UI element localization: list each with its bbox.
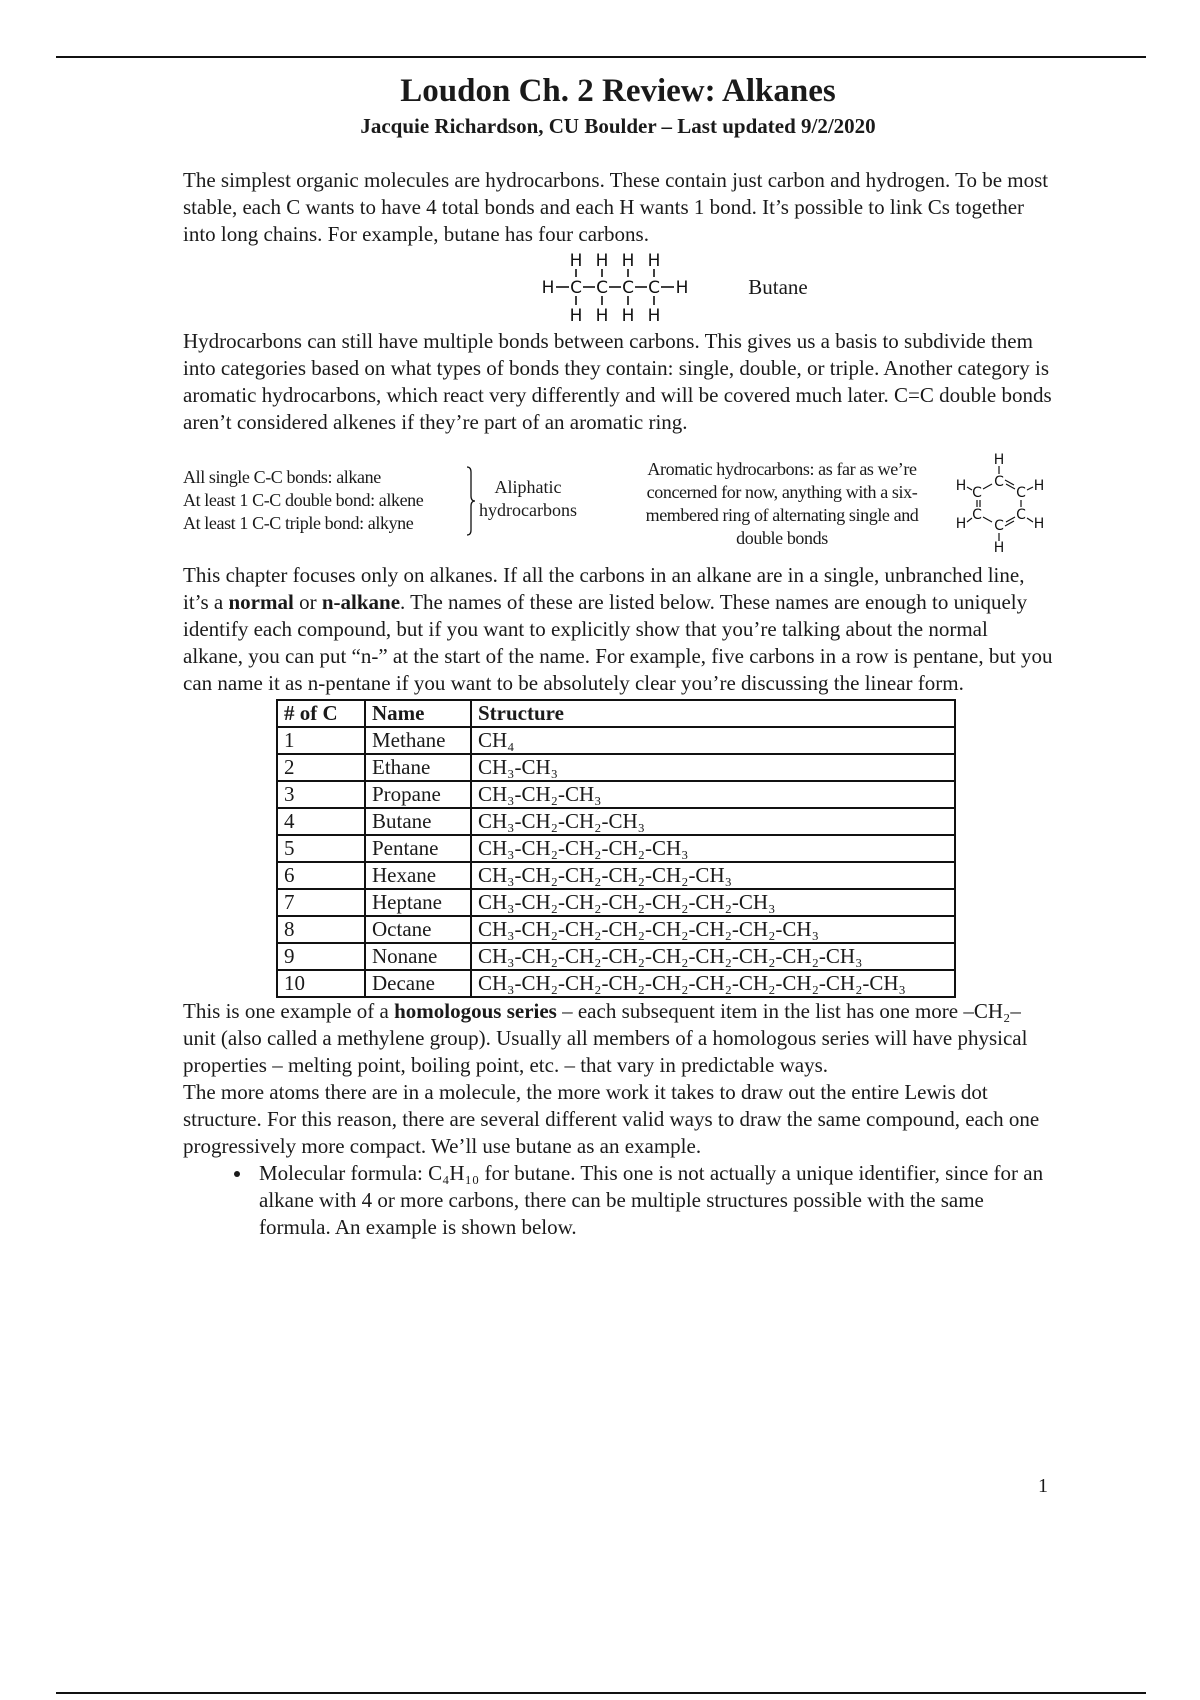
text-run: This chapter focuses only on alkanes. If all the carbons in an alkane are in a single, unbranched line, it’s a xyxy=(183,562,1025,614)
table-header-row xyxy=(277,700,955,727)
svg-text:C: C xyxy=(994,473,1004,490)
alkane-name-cell: Nonane xyxy=(365,943,471,970)
term-homologous-series: homologous series xyxy=(394,998,557,1023)
svg-text:H: H xyxy=(647,250,661,271)
svg-text:C: C xyxy=(972,484,982,501)
structure-cell: CH₃-CH₂-CH₂-CH₂-CH₂-CH₂-CH₂-CH₂-CH₃ xyxy=(471,943,955,970)
table-row xyxy=(277,781,955,808)
svg-text:C: C xyxy=(596,277,609,298)
svg-text:H: H xyxy=(993,451,1005,468)
page-subtitle: Jacquie Richardson, CU Boulder – Last updated 9/2/2020 xyxy=(360,113,876,138)
term-normal: normal xyxy=(228,589,294,614)
classification-item: At least 1 C-C double bond: alkene xyxy=(183,489,424,510)
svg-text:H: H xyxy=(955,515,967,532)
svg-text:H: H xyxy=(647,305,661,326)
table-row xyxy=(277,916,955,943)
structure-cell: CH₃-CH₂-CH₃ xyxy=(471,781,955,808)
representation-list xyxy=(183,1160,1053,1241)
alkane-names-table xyxy=(276,699,956,998)
table-row xyxy=(277,727,955,754)
alkane-name-cell: Hexane xyxy=(365,862,471,889)
svg-text:H: H xyxy=(1033,477,1045,494)
alkane-name-cell: Propane xyxy=(365,781,471,808)
column-header: Name xyxy=(365,700,471,727)
structure-cell: CH₃-CH₂-CH₂-CH₂-CH₃ xyxy=(471,835,955,862)
structure-cell: CH₃-CH₂-CH₂-CH₂-CH₂-CH₂-CH₂-CH₂-CH₂-CH₃ xyxy=(471,970,955,997)
carbon-count-cell: 9 xyxy=(277,943,365,970)
aliphatic-label xyxy=(473,476,583,522)
alkane-name-cell: Decane xyxy=(365,970,471,997)
document-page xyxy=(183,68,1053,1241)
classification-item: All single C-C bonds: alkane xyxy=(183,466,381,487)
table-body xyxy=(277,727,955,997)
classification-item: At least 1 C-C triple bond: alkyne xyxy=(183,512,414,533)
hydrocarbon-classification xyxy=(183,450,1053,562)
column-header: # of C xyxy=(277,700,365,727)
text-run: This is one example of a xyxy=(183,998,395,1023)
column-header: Structure xyxy=(471,700,955,727)
table-row xyxy=(277,943,955,970)
svg-text:C: C xyxy=(972,506,982,523)
svg-text:H: H xyxy=(955,477,967,494)
normal-alkane-paragraph xyxy=(183,562,1053,697)
page-title: Loudon Ch. 2 Review: Alkanes xyxy=(400,73,836,109)
term-n-alkane: n-alkane xyxy=(321,589,401,614)
svg-text:H: H xyxy=(675,277,689,298)
bottom-rule xyxy=(56,1692,1146,1694)
table-row xyxy=(277,835,955,862)
svg-text:C: C xyxy=(994,517,1004,534)
carbon-count-cell: 4 xyxy=(277,808,365,835)
structure-cell: CH₄ xyxy=(471,727,955,754)
svg-text:C: C xyxy=(1016,484,1026,501)
butane-figure xyxy=(183,248,1053,328)
aliphatic-label-line1: Aliphatic xyxy=(494,476,562,497)
top-rule xyxy=(56,56,1146,58)
classification-list xyxy=(183,466,423,535)
structure-cell: CH₃-CH₂-CH₂-CH₂-CH₂-CH₂-CH₂-CH₃ xyxy=(471,916,955,943)
svg-text:H: H xyxy=(621,250,635,271)
intro-paragraph: The simplest organic molecules are hydrocarbons. These contain just carbon and hydrogen. To be most stable, each C wants to have 4 total bonds and each H wants 1 bond. It’s possible to link Cs together into long chains. For example, butane has four carbons. xyxy=(183,167,1049,246)
table-row xyxy=(277,889,955,916)
svg-text:C: C xyxy=(1016,506,1026,523)
table-row xyxy=(277,862,955,889)
svg-text:H: H xyxy=(1033,515,1045,532)
carbon-count-cell: 5 xyxy=(277,835,365,862)
svg-text:C: C xyxy=(648,277,661,298)
text-run: . The names of these are listed below. These names are enough to uniquely identify each compound, but if you want to explicitly show that you’re talking about the normal alkane, you can put “n-” at the start of the name. For example, five carbons in a row is pentane, but you can name it as n-pentane if you want to be absolutely clear you’re discussing the linear form. xyxy=(183,589,1053,695)
alkane-name-cell: Methane xyxy=(365,727,471,754)
table-row xyxy=(277,970,955,997)
svg-text:H: H xyxy=(595,305,609,326)
structure-cell: CH₃-CH₂-CH₂-CH₂-CH₂-CH₃ xyxy=(471,862,955,889)
text-run: – each subsequent item in the list has one more –CH₂– unit (also called a methylene group). Usually all members of a homologous series will have physical properties – melting point, boiling point, etc. – that vary in predictable ways. xyxy=(183,998,1028,1077)
alkane-name-cell: Ethane xyxy=(365,754,471,781)
carbon-count-cell: 8 xyxy=(277,916,365,943)
svg-text:C: C xyxy=(622,277,635,298)
carbon-count-cell: 10 xyxy=(277,970,365,997)
aliphatic-label-line2: hydrocarbons xyxy=(479,499,577,520)
svg-text:H: H xyxy=(621,305,635,326)
svg-text:C: C xyxy=(570,277,583,298)
page-number: 1 xyxy=(1038,1475,1048,1497)
multiple-bonds-paragraph: Hydrocarbons can still have multiple bonds between carbons. This gives us a basis to subdivide them into categories based on what types of bonds they contain: single, double, or triple. Another category is aromatic hydrocarbons, which react very differently and will be covered much later. C=C double bonds aren’t considered alkenes if they’re part of an aromatic ring. xyxy=(183,328,1052,434)
butane-label: Butane xyxy=(748,275,808,300)
carbon-count-cell: 6 xyxy=(277,862,365,889)
svg-text:H: H xyxy=(569,305,583,326)
lewis-structure-paragraph: The more atoms there are in a molecule, the more work it takes to draw out the entire Lewis dot structure. For this reason, there are several different valid ways to draw the same compound, each one progressively more compact. We’ll use butane as an example. xyxy=(183,1079,1040,1158)
table-row xyxy=(277,808,955,835)
carbon-count-cell: 2 xyxy=(277,754,365,781)
structure-cell: CH₃-CH₃ xyxy=(471,754,955,781)
alkane-name-cell: Heptane xyxy=(365,889,471,916)
alkane-name-cell: Butane xyxy=(365,808,471,835)
svg-text:H: H xyxy=(595,250,609,271)
text-run: or xyxy=(293,589,322,614)
svg-text:H: H xyxy=(993,539,1005,556)
alkane-name-cell: Octane xyxy=(365,916,471,943)
homologous-series-paragraph xyxy=(183,998,1053,1079)
carbon-count-cell: 3 xyxy=(277,781,365,808)
carbon-count-cell: 7 xyxy=(277,889,365,916)
structure-cell: CH₃-CH₂-CH₂-CH₂-CH₂-CH₂-CH₃ xyxy=(471,889,955,916)
benzene-structure-diagram xyxy=(945,450,1053,562)
list-item: • Molecular formula: C₄H₁₀ for butane. This one is not actually a unique identifier, since for an alkane with 4 or more carbons, there can be multiple structures possible with the same formula. An example is shown below. xyxy=(253,1160,1053,1241)
butane-structure-diagram xyxy=(538,248,708,328)
alkane-name-cell: Pentane xyxy=(365,835,471,862)
aromatic-note: Aromatic hydrocarbons: as far as we’re concerned for now, anything with a six-membered ring of alternating single and double bonds xyxy=(645,458,919,548)
carbon-count-cell: 1 xyxy=(277,727,365,754)
table-row xyxy=(277,754,955,781)
svg-text:H: H xyxy=(569,250,583,271)
structure-cell: CH₃-CH₂-CH₂-CH₃ xyxy=(471,808,955,835)
svg-text:H: H xyxy=(541,277,555,298)
